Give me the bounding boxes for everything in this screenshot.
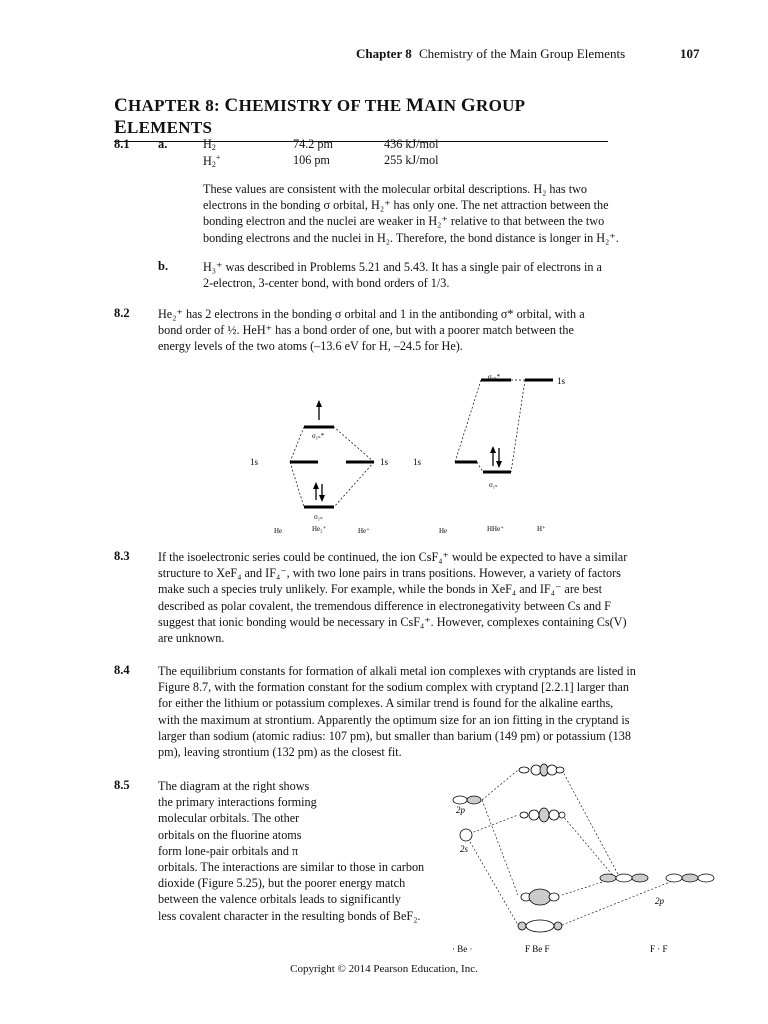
table-row-h2plus-molecule: $H_2^+$ xyxy=(203,153,221,169)
be-atom-label: · Be · xyxy=(452,944,473,954)
f-2p-label: 2p xyxy=(655,896,664,906)
mo-orbital-icon xyxy=(520,808,565,822)
part-a-paragraph: These values are consistent with the molecular orbital descriptions. H₂ has two electrons in the bonding σ orbital, H₂⁺ has only one. The net attraction between the bonding electron and the nuclei are weaker in H₂⁺ relative to that between the two bonding electrons and the nuclei in H₂. Therefore, the bond distance is longer in H₂⁺. xyxy=(203,182,619,245)
chapter-label: Chapter 8 xyxy=(356,46,412,61)
problem-8-2-paragraph: He₂⁺ has 2 electrons in the bonding σ orbital and 1 in the antibonding σ* orbital, with a bond order of ½. HeH⁺ has a bond order of one, but with a poorer match between the energy levels of the two atoms (–13.6 eV for H, –24.5 for He). xyxy=(158,307,585,354)
chapter-running-title: Chemistry of the Main Group Elements xyxy=(418,46,626,61)
atom-label-left: He xyxy=(274,527,283,535)
he2-plus-mo-diagram xyxy=(240,390,410,540)
table-row-h2plus-energy: 255 kJ/mol xyxy=(384,153,439,167)
table-row-h2-distance: 74.2 pm xyxy=(293,137,333,151)
left-1s-label: 1s xyxy=(250,457,259,467)
molecule-label: HHe⁺ xyxy=(487,525,504,533)
right-1s-label: 1s xyxy=(380,457,389,467)
mo-orbital-icon xyxy=(519,764,564,776)
sigma-star-label: σ₁ₛ* xyxy=(312,432,325,440)
problem-number-8-3: 8.3 xyxy=(114,549,130,563)
bef2-molecule-label: F Be F xyxy=(525,944,550,954)
problem-8-4-paragraph: The equilibrium constants for formation of alkali metal ion complexes with cryptands are listed in Figure 8.7, with the formation constant for the sodium complex with cryptand [2.2.1] larger than for either the lithium or potassium complexes. A similar trend is found for the alkaline earths, with the maximum at strontium. Apparently the optimum size for an ion fitting in the cryptand is larger than sodium (atomic radius: 107 pm), but smaller than barium (149 pm) or potassium (138 pm), leaving strontium (132 pm) as the closest fit. xyxy=(158,664,636,760)
problem-8-5-paragraph: The diagram at the right shows the primary interactions forming molecular orbitals. The other orbitals on the fluorine atoms form lone-pair orbitals and π orbitals. The interactions are similar to those in carbon dioxide (Figure 5.25), but the poorer energy match between the valence orbitals leads to significantly less covalent character in the resulting bonds of BeF₂. xyxy=(158,779,425,923)
sigma-label: σ₁ₛ xyxy=(314,513,323,521)
problem-number-8-4: 8.4 xyxy=(114,663,130,677)
right-1s-label: 1s xyxy=(557,376,566,386)
electron-pair-arrows-icon xyxy=(313,482,325,502)
sigma-star-label: σ₁ₛ* xyxy=(488,373,501,381)
f-atoms-label: F · F xyxy=(650,944,668,954)
molecule-label: He₂⁺ xyxy=(312,525,327,533)
table-row-h2plus-distance: 106 pm xyxy=(293,153,330,167)
atom-label-left: He xyxy=(439,527,448,535)
page-number: 107 xyxy=(680,46,700,61)
electron-pair-arrows-icon xyxy=(490,446,502,468)
be-2p-label: 2p xyxy=(456,805,465,815)
electron-up-arrow-icon xyxy=(316,400,322,420)
mo-orbital-icon xyxy=(521,889,559,905)
table-row-h2-molecule: $H_2$ xyxy=(203,137,216,152)
part-b-paragraph: H₃⁺ was described in Problems 5.21 and 5.43. It has a single pair of electrons in a 2-electron, 3-center bond, with bond orders of 1/3. xyxy=(203,260,602,291)
be-2s-label: 2s xyxy=(460,844,469,854)
problem-number-8-2: 8.2 xyxy=(114,306,130,320)
bef2-mo-diagram xyxy=(440,760,730,960)
sigma-label: σ₁ₛ xyxy=(489,481,498,489)
problem-number-8-1: 8.1 xyxy=(114,137,130,151)
part-b-label: b. xyxy=(158,259,169,273)
running-header xyxy=(356,46,625,62)
f-2p-orbitals-icon xyxy=(600,874,714,882)
be-2s-orbital-icon xyxy=(460,829,472,841)
problem-8-3-paragraph: If the isoelectronic series could be continued, the ion CsF₄⁺ would be expected to have a similar structure to XeF₄ and IF₄⁻, with two lone pairs in trans positions. However, a variety of factors make such a species truly unlikely. For example, while the bonds in XeF₄ and IF₄⁻ are best described as polar covalent, the tremendous difference in electronegativity between Cs and F suggest that ionic bonding would be necessary in CsF₄⁺. However, complexes containing Cs(V) are unknown. xyxy=(158,550,628,646)
atom-label-right: He⁺ xyxy=(358,527,370,535)
hhe-plus-mo-diagram xyxy=(405,360,595,540)
atom-label-right: H⁺ xyxy=(537,525,546,533)
part-a-label: a. xyxy=(158,137,168,151)
mo-orbital-icon xyxy=(518,920,562,932)
left-1s-label: 1s xyxy=(413,457,422,467)
table-row-h2-energy: 436 kJ/mol xyxy=(384,137,439,151)
chapter-title: CHAPTER 8: CHEMISTRY OF THE MAIN GROUP ELEMENTS xyxy=(114,95,608,142)
copyright-footer: Copyright © 2014 Pearson Education, Inc. xyxy=(290,963,478,975)
problem-number-8-5: 8.5 xyxy=(114,778,130,792)
be-2p-orbital-icon xyxy=(453,796,481,804)
